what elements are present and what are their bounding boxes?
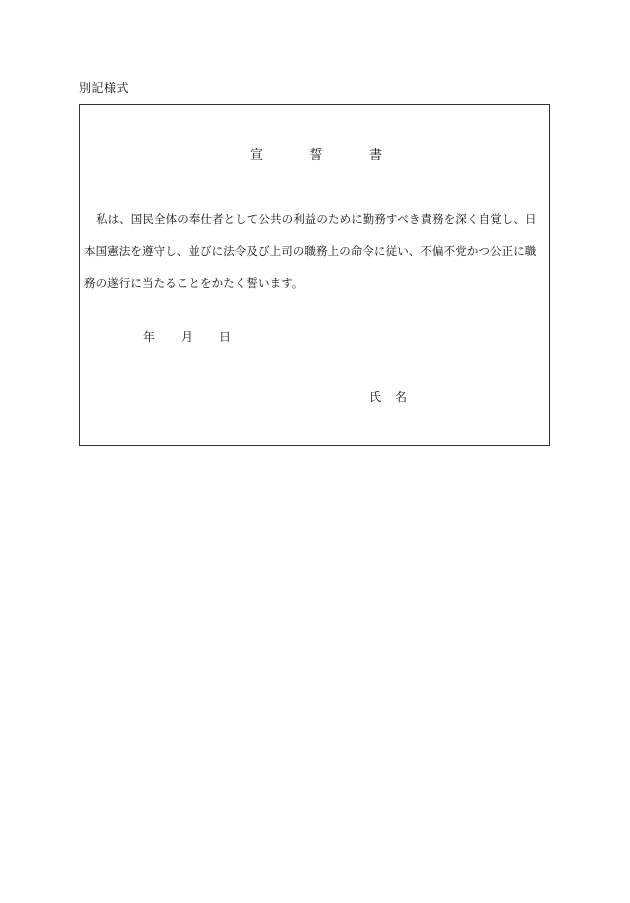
- name-line: [369, 389, 407, 405]
- date-year-label: 年: [143, 330, 156, 344]
- name-label-second: 名: [395, 390, 408, 404]
- oath-body: [84, 203, 546, 299]
- oath-body-line-3: 務の遂行に当たることをかたく誓います。: [84, 276, 304, 290]
- oath-body-line-1: 私は、国民全体の奉仕者として公共の利益のために勤務すべき責務を深く自覚し、日: [96, 212, 537, 226]
- title-char-2: 誓: [309, 148, 323, 163]
- oath-title: [250, 148, 382, 164]
- title-char-3: 書: [368, 148, 382, 163]
- form-label: 別記様式: [79, 81, 130, 95]
- oath-body-line-2: 本国憲法を遵守し、並びに法令及び上司の職務上の命令に従い、不偏不党かつ公正に職: [84, 244, 537, 258]
- title-char-1: 宣: [250, 148, 264, 163]
- name-label-first: 氏: [369, 390, 382, 404]
- date-month-label: 月: [181, 330, 194, 344]
- date-day-label: 日: [219, 330, 232, 344]
- date-line: [143, 329, 231, 345]
